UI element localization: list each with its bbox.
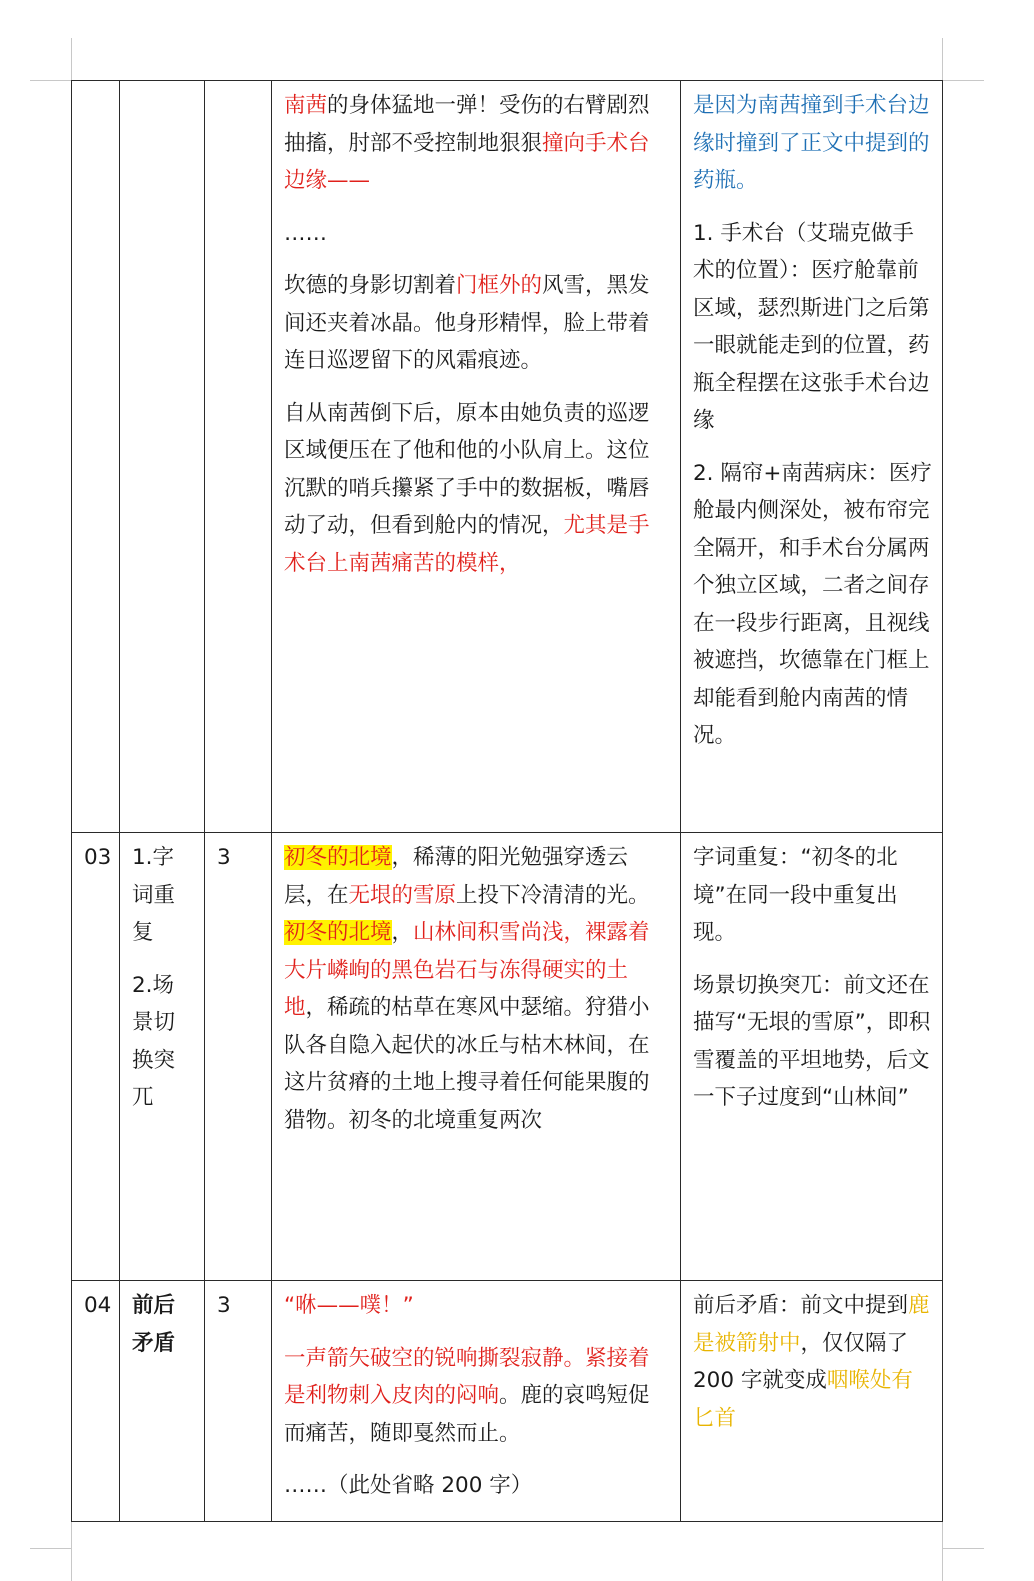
cell-note: [681, 81, 943, 833]
note-paragraph: [693, 215, 932, 440]
issue-table: [71, 80, 943, 1522]
note-paragraph: [693, 87, 932, 200]
row-score: 3: [217, 845, 231, 870]
issue-type-label: 前后矛盾: [132, 1293, 176, 1356]
text-run: ……: [284, 220, 327, 246]
text-run: 尤其是手术台上南茜痛苦的模样，: [284, 513, 650, 576]
text-run: 1. 手术台（艾瑞克做手术的位置）：医疗舱靠前区域，瑟烈斯进门之后第一眼就能走到的位置，药瓶全程摆在这张手术台边缘: [693, 220, 930, 433]
text-run: 咽喉处有匕首: [693, 1368, 913, 1431]
crop-mark: [942, 1521, 943, 1581]
text-run: 前后矛盾：前文中提到: [693, 1293, 909, 1318]
cell-type: [120, 833, 205, 1281]
crop-mark: [942, 1548, 984, 1549]
table-row: [72, 1281, 943, 1522]
crop-mark: [71, 1521, 72, 1581]
text-run: “咻——噗！”: [284, 1293, 414, 1318]
text-run: 。鹿的哀鸣短促而痛苦，随即戛然而止。: [284, 1383, 650, 1446]
issue-type-label: 1.字词重复: [132, 845, 176, 945]
issue-type-label: 2.场景切换突兀: [132, 972, 176, 1110]
text-run: 字词重复：“初冬的北境”在同一段中重复出现。: [693, 845, 898, 945]
text-run: 初冬的北境: [284, 845, 392, 870]
text-run: 风雪，黑发间还夹着冰晶。他身形精悍，脸上带着连日巡逻留下的风霜痕迹。: [284, 273, 650, 373]
table-row: [72, 81, 943, 833]
cell-number: [72, 833, 120, 1281]
excerpt-paragraph: [284, 1340, 670, 1453]
cell-type: [120, 81, 205, 833]
text-run: ，仅仅隔了 200 字就变成: [693, 1330, 909, 1393]
note-paragraph: [693, 1287, 932, 1437]
text-run: 2. 隔帘+南茜病床：医疗舱最内侧深处，被布帘完全隔开，和手术台分属两个独立区域，二者之间存在一段步行距离，且视线被遮挡，坎德靠在门框上却能看到舱内南茜的情况。: [693, 460, 932, 748]
crop-mark: [942, 38, 943, 80]
row-number: 03: [84, 845, 112, 870]
cell-type: [120, 1281, 205, 1522]
cell-excerpt: [272, 833, 681, 1281]
cell-note: [681, 833, 943, 1281]
cell-number: [72, 1281, 120, 1522]
text-run: ……（此处省略 200 字）: [284, 1473, 533, 1498]
excerpt-paragraph: [284, 839, 670, 1139]
text-run: 场景切换突兀：前文还在描写“无垠的雪原”，即积雪覆盖的平坦地势，后文一下子过度到“山林间”: [693, 972, 931, 1110]
note-paragraph: [693, 839, 932, 952]
cell-note: [681, 1281, 943, 1522]
excerpt-paragraph: [284, 87, 670, 200]
excerpt-paragraph: [284, 267, 670, 380]
text-run: ，稀疏的枯草在寒风中瑟缩。狩猎小队各自隐入起伏的冰丘与枯木林间，在这片贫瘠的土地上搜寻着任何能果腹的猎物。初冬的北境重复两次: [284, 995, 650, 1133]
crop-mark: [30, 1548, 71, 1549]
text-run: 一声箭矢破空的锐响撕裂寂静。紧接着是利物刺入皮肉的闷响: [284, 1345, 650, 1408]
cell-excerpt: [272, 81, 681, 833]
text-run: 山林间积雪尚浅，裸露着大片嶙峋的黑色岩石与冻得硬实的土地: [284, 920, 650, 1020]
excerpt-paragraph: [284, 215, 670, 253]
crop-mark: [71, 38, 72, 80]
cell-score: [205, 833, 272, 1281]
table-row: [72, 833, 943, 1281]
text-run: 撞向手术台边缘——: [284, 130, 650, 193]
text-run: 鹿是被箭射中: [693, 1293, 930, 1356]
excerpt-paragraph: [284, 1287, 670, 1325]
crop-mark: [30, 80, 71, 81]
excerpt-paragraph: [284, 395, 670, 583]
row-score: 3: [217, 1293, 231, 1318]
cell-excerpt: [272, 1281, 681, 1522]
text-run: ，稀薄的阳光勉强穿透云层，在: [284, 845, 629, 908]
cell-score: [205, 81, 272, 833]
text-run: 初冬的北境: [284, 920, 392, 945]
text-run: 南茜: [284, 93, 328, 118]
text-run: ，: [391, 920, 414, 945]
text-run: 门框外的: [456, 273, 543, 298]
text-run: 自从南茜倒下后，原本由她负责的巡逻区域便压在了他和他的小队肩上。这位沉默的哨兵攥紧了手中的数据板，嘴唇动了动，但看到舱内的情况，: [284, 400, 650, 538]
text-run: 上投下冷清清的光。: [456, 882, 650, 908]
text-run: 坎德的身影切割着: [284, 273, 457, 298]
crop-mark: [942, 80, 984, 81]
note-paragraph: [693, 967, 932, 1117]
cell-score: [205, 1281, 272, 1522]
row-number: 04: [84, 1293, 112, 1318]
text-run: 是因为南茜撞到手术台边缘时撞到了正文中提到的药瓶。: [693, 93, 930, 193]
text-run: 的身体猛地一弹！受伤的右臂剧烈抽搐，肘部不受控制地狠狠: [284, 93, 650, 156]
note-paragraph: [693, 455, 932, 755]
text-run: 无垠的雪原: [348, 882, 457, 908]
excerpt-paragraph: [284, 1467, 670, 1505]
cell-number: [72, 81, 120, 833]
